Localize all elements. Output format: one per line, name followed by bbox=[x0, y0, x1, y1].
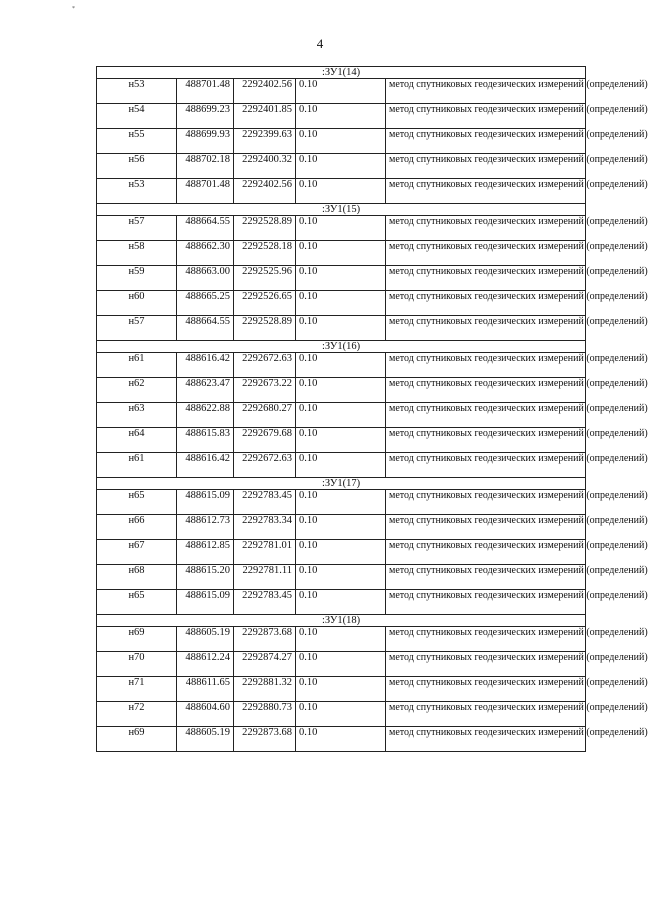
y-coordinate-cell: 2292874.27 bbox=[234, 652, 296, 677]
point-name-cell: н53 bbox=[97, 179, 177, 204]
x-coordinate-cell: 488702.18 bbox=[177, 154, 234, 179]
method-cell: метод спутниковых геодезических измерений (определений) bbox=[386, 241, 586, 266]
method-cell: метод спутниковых геодезических измерений (определений) bbox=[386, 291, 586, 316]
point-name-cell: н62 bbox=[97, 378, 177, 403]
method-cell: метод спутниковых геодезических измерений (определений) bbox=[386, 490, 586, 515]
point-name-cell: н66 bbox=[97, 515, 177, 540]
accuracy-cell: 0.10 bbox=[296, 652, 386, 677]
section-header-row bbox=[97, 67, 586, 79]
x-coordinate-cell: 488615.09 bbox=[177, 490, 234, 515]
x-coordinate-cell: 488622.88 bbox=[177, 403, 234, 428]
x-coordinate-cell: 488699.93 bbox=[177, 129, 234, 154]
accuracy-cell: 0.10 bbox=[296, 378, 386, 403]
y-coordinate-cell: 2292402.56 bbox=[234, 79, 296, 104]
method-cell: метод спутниковых геодезических измерений (определений) bbox=[386, 702, 586, 727]
y-coordinate-cell: 2292783.34 bbox=[234, 515, 296, 540]
point-name-cell: н71 bbox=[97, 677, 177, 702]
table-row bbox=[97, 677, 586, 702]
point-name-cell: н54 bbox=[97, 104, 177, 129]
method-cell: метод спутниковых геодезических измерений (определений) bbox=[386, 316, 586, 341]
section-header-row bbox=[97, 478, 586, 490]
accuracy-cell: 0.10 bbox=[296, 727, 386, 752]
section-header-row bbox=[97, 204, 586, 216]
method-cell: метод спутниковых геодезических измерений (определений) bbox=[386, 353, 586, 378]
point-name-cell: н70 bbox=[97, 652, 177, 677]
point-name-cell: н69 bbox=[97, 727, 177, 752]
x-coordinate-cell: 488615.20 bbox=[177, 565, 234, 590]
accuracy-cell: 0.10 bbox=[296, 677, 386, 702]
point-name-cell: н53 bbox=[97, 79, 177, 104]
section-title: :ЗУ1(18) bbox=[97, 615, 586, 627]
method-cell: метод спутниковых геодезических измерений (определений) bbox=[386, 129, 586, 154]
y-coordinate-cell: 2292528.18 bbox=[234, 241, 296, 266]
x-coordinate-cell: 488605.19 bbox=[177, 727, 234, 752]
x-coordinate-cell: 488616.42 bbox=[177, 353, 234, 378]
table-row bbox=[97, 241, 586, 266]
section-header-row bbox=[97, 341, 586, 353]
accuracy-cell: 0.10 bbox=[296, 241, 386, 266]
table-row bbox=[97, 403, 586, 428]
x-coordinate-cell: 488604.60 bbox=[177, 702, 234, 727]
section-title: :ЗУ1(14) bbox=[97, 67, 586, 79]
point-name-cell: н65 bbox=[97, 490, 177, 515]
method-cell: метод спутниковых геодезических измерений (определений) bbox=[386, 590, 586, 615]
method-cell: метод спутниковых геодезических измерений (определений) bbox=[386, 727, 586, 752]
accuracy-cell: 0.10 bbox=[296, 565, 386, 590]
method-cell: метод спутниковых геодезических измерений (определений) bbox=[386, 627, 586, 652]
coordinates-table bbox=[96, 66, 648, 752]
accuracy-cell: 0.10 bbox=[296, 79, 386, 104]
table-row bbox=[97, 316, 586, 341]
method-cell: метод спутниковых геодезических измерений (определений) bbox=[386, 216, 586, 241]
table-row bbox=[97, 216, 586, 241]
x-coordinate-cell: 488663.00 bbox=[177, 266, 234, 291]
table-row bbox=[97, 515, 586, 540]
method-cell: метод спутниковых геодезических измерений (определений) bbox=[386, 79, 586, 104]
x-coordinate-cell: 488664.55 bbox=[177, 216, 234, 241]
table-row bbox=[97, 540, 586, 565]
y-coordinate-cell: 2292873.68 bbox=[234, 627, 296, 652]
coordinates-table-body bbox=[97, 67, 648, 752]
method-cell: метод спутниковых геодезических измерений (определений) bbox=[386, 428, 586, 453]
accuracy-cell: 0.10 bbox=[296, 179, 386, 204]
accuracy-cell: 0.10 bbox=[296, 590, 386, 615]
point-name-cell: н61 bbox=[97, 453, 177, 478]
section-title: :ЗУ1(17) bbox=[97, 478, 586, 490]
y-coordinate-cell: 2292880.73 bbox=[234, 702, 296, 727]
y-coordinate-cell: 2292672.63 bbox=[234, 453, 296, 478]
y-coordinate-cell: 2292525.96 bbox=[234, 266, 296, 291]
method-cell: метод спутниковых геодезических измерений (определений) bbox=[386, 453, 586, 478]
table-row bbox=[97, 453, 586, 478]
point-name-cell: н72 bbox=[97, 702, 177, 727]
table-row bbox=[97, 353, 586, 378]
x-coordinate-cell: 488662.30 bbox=[177, 241, 234, 266]
point-name-cell: н57 bbox=[97, 316, 177, 341]
table-row bbox=[97, 490, 586, 515]
x-coordinate-cell: 488605.19 bbox=[177, 627, 234, 652]
method-cell: метод спутниковых геодезических измерений (определений) bbox=[386, 403, 586, 428]
table-row bbox=[97, 129, 586, 154]
y-coordinate-cell: 2292783.45 bbox=[234, 590, 296, 615]
y-coordinate-cell: 2292680.27 bbox=[234, 403, 296, 428]
accuracy-cell: 0.10 bbox=[296, 403, 386, 428]
margin-mark: * bbox=[72, 6, 75, 12]
table-row bbox=[97, 154, 586, 179]
table-row bbox=[97, 627, 586, 652]
point-name-cell: н55 bbox=[97, 129, 177, 154]
y-coordinate-cell: 2292673.22 bbox=[234, 378, 296, 403]
y-coordinate-cell: 2292400.32 bbox=[234, 154, 296, 179]
method-cell: метод спутниковых геодезических измерений (определений) bbox=[386, 378, 586, 403]
y-coordinate-cell: 2292783.45 bbox=[234, 490, 296, 515]
y-coordinate-cell: 2292528.89 bbox=[234, 216, 296, 241]
y-coordinate-cell: 2292873.68 bbox=[234, 727, 296, 752]
accuracy-cell: 0.10 bbox=[296, 490, 386, 515]
x-coordinate-cell: 488616.42 bbox=[177, 453, 234, 478]
point-name-cell: н65 bbox=[97, 590, 177, 615]
point-name-cell: н63 bbox=[97, 403, 177, 428]
y-coordinate-cell: 2292526.65 bbox=[234, 291, 296, 316]
point-name-cell: н68 bbox=[97, 565, 177, 590]
section-header-row bbox=[97, 615, 586, 627]
x-coordinate-cell: 488612.24 bbox=[177, 652, 234, 677]
x-coordinate-cell: 488615.83 bbox=[177, 428, 234, 453]
accuracy-cell: 0.10 bbox=[296, 353, 386, 378]
table-row bbox=[97, 79, 586, 104]
table-row bbox=[97, 428, 586, 453]
point-name-cell: н57 bbox=[97, 216, 177, 241]
y-coordinate-cell: 2292672.63 bbox=[234, 353, 296, 378]
accuracy-cell: 0.10 bbox=[296, 154, 386, 179]
x-coordinate-cell: 488699.23 bbox=[177, 104, 234, 129]
y-coordinate-cell: 2292399.63 bbox=[234, 129, 296, 154]
x-coordinate-cell: 488615.09 bbox=[177, 590, 234, 615]
point-name-cell: н56 bbox=[97, 154, 177, 179]
page-number: 4 bbox=[316, 36, 324, 51]
x-coordinate-cell: 488612.73 bbox=[177, 515, 234, 540]
method-cell: метод спутниковых геодезических измерений (определений) bbox=[386, 652, 586, 677]
method-cell: метод спутниковых геодезических измерений (определений) bbox=[386, 266, 586, 291]
point-name-cell: н59 bbox=[97, 266, 177, 291]
table-row bbox=[97, 590, 586, 615]
point-name-cell: н60 bbox=[97, 291, 177, 316]
accuracy-cell: 0.10 bbox=[296, 104, 386, 129]
x-coordinate-cell: 488623.47 bbox=[177, 378, 234, 403]
point-name-cell: н69 bbox=[97, 627, 177, 652]
method-cell: метод спутниковых геодезических измерений (определений) bbox=[386, 565, 586, 590]
accuracy-cell: 0.10 bbox=[296, 627, 386, 652]
accuracy-cell: 0.10 bbox=[296, 428, 386, 453]
table-row bbox=[97, 266, 586, 291]
x-coordinate-cell: 488612.85 bbox=[177, 540, 234, 565]
table-row bbox=[97, 727, 586, 752]
table-row bbox=[97, 104, 586, 129]
point-name-cell: н58 bbox=[97, 241, 177, 266]
table-row bbox=[97, 702, 586, 727]
accuracy-cell: 0.10 bbox=[296, 515, 386, 540]
method-cell: метод спутниковых геодезических измерений (определений) bbox=[386, 104, 586, 129]
method-cell: метод спутниковых геодезических измерений (определений) bbox=[386, 515, 586, 540]
x-coordinate-cell: 488611.65 bbox=[177, 677, 234, 702]
method-cell: метод спутниковых геодезических измерений (определений) bbox=[386, 179, 586, 204]
x-coordinate-cell: 488664.55 bbox=[177, 316, 234, 341]
x-coordinate-cell: 488701.48 bbox=[177, 179, 234, 204]
accuracy-cell: 0.10 bbox=[296, 216, 386, 241]
accuracy-cell: 0.10 bbox=[296, 129, 386, 154]
y-coordinate-cell: 2292679.68 bbox=[234, 428, 296, 453]
section-title: :ЗУ1(15) bbox=[97, 204, 586, 216]
accuracy-cell: 0.10 bbox=[296, 453, 386, 478]
y-coordinate-cell: 2292881.32 bbox=[234, 677, 296, 702]
y-coordinate-cell: 2292781.01 bbox=[234, 540, 296, 565]
y-coordinate-cell: 2292402.56 bbox=[234, 179, 296, 204]
x-coordinate-cell: 488665.25 bbox=[177, 291, 234, 316]
accuracy-cell: 0.10 bbox=[296, 702, 386, 727]
x-coordinate-cell: 488701.48 bbox=[177, 79, 234, 104]
accuracy-cell: 0.10 bbox=[296, 540, 386, 565]
table-row bbox=[97, 378, 586, 403]
section-title: :ЗУ1(16) bbox=[97, 341, 586, 353]
method-cell: метод спутниковых геодезических измерений (определений) bbox=[386, 540, 586, 565]
table-row bbox=[97, 652, 586, 677]
table-row bbox=[97, 179, 586, 204]
y-coordinate-cell: 2292401.85 bbox=[234, 104, 296, 129]
y-coordinate-cell: 2292528.89 bbox=[234, 316, 296, 341]
table-row bbox=[97, 565, 586, 590]
table-row bbox=[97, 291, 586, 316]
accuracy-cell: 0.10 bbox=[296, 316, 386, 341]
accuracy-cell: 0.10 bbox=[296, 291, 386, 316]
method-cell: метод спутниковых геодезических измерений (определений) bbox=[386, 154, 586, 179]
method-cell: метод спутниковых геодезических измерений (определений) bbox=[386, 677, 586, 702]
point-name-cell: н61 bbox=[97, 353, 177, 378]
y-coordinate-cell: 2292781.11 bbox=[234, 565, 296, 590]
point-name-cell: н67 bbox=[97, 540, 177, 565]
accuracy-cell: 0.10 bbox=[296, 266, 386, 291]
point-name-cell: н64 bbox=[97, 428, 177, 453]
